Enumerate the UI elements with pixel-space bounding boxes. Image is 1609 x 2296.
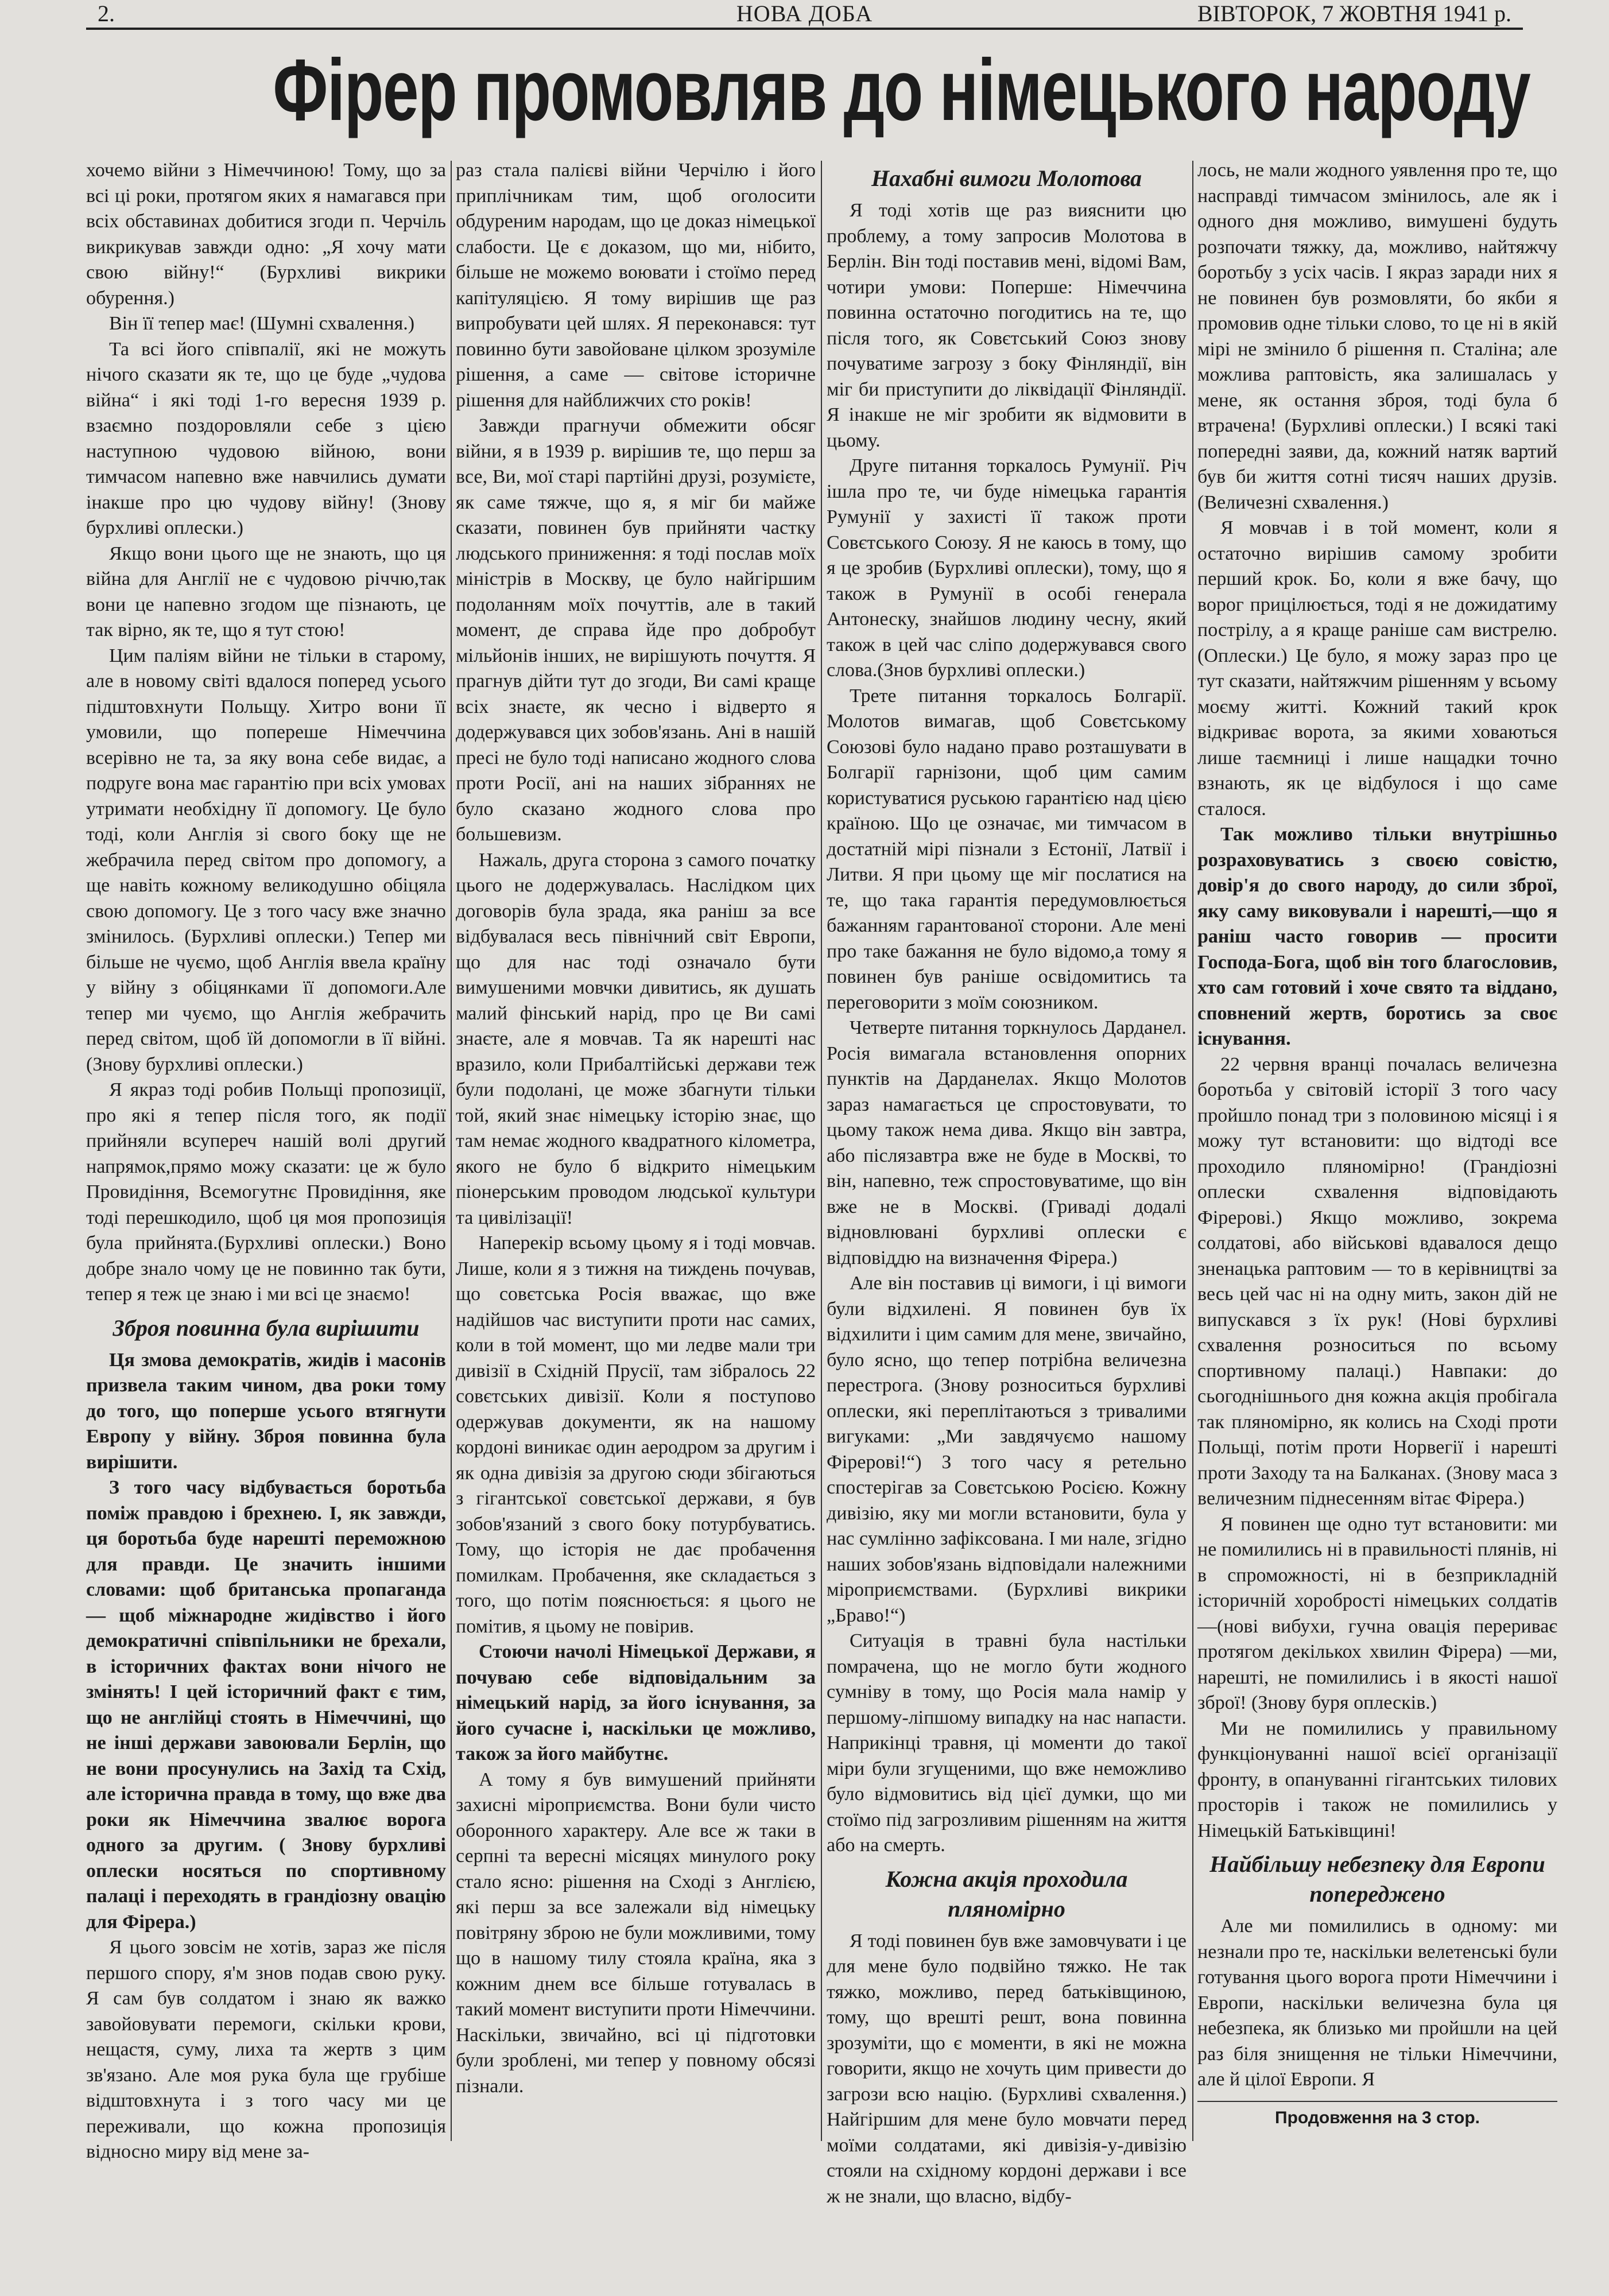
- paragraph: Але він поставив ці вимоги, і ці вимоги були відхилені. Я повинен був їх відхилити і цим самим для мене, звичайно, було ясно, що тепер потрібна величезна перестрога. (Знову розноситься бурхливі оплески, які переплітаються з тривалими вигуками: „Ми завдячуємо нашому Фірерові!“) З того часу я ретельно спостерігав за Совєтською Росією. Кожну дивізію, яку ми могли встановити, була у нас сумлінно зафіксована. І ми нале, згідно наших зобов'язань відповідали належними міроприємствами. (Бурхливі викрики „Браво!“): [827, 1273, 1187, 1626]
- paragraph: Четверте питання торкнулось Дарданел. Росія вимагала встановлення опорних пунктів на Дарданелах. Якщо Молотов зараз намагається це спростовувати, то цьому також нема дива. Якщо він завтра, або післязавтра вже не буде в Москві, то він, напевно, теж спростовуватиме, що він вже не в Москві. (Гриваді додалі відновлювані бурхливі оплески є відповіддю на визначення Фірера.): [827, 1017, 1187, 1269]
- paragraph: Я тоді повинен був вже замовчувати і це для мене було подвійно тяжко. Не так тяжко, можливо, перед батьківщиною, тому, що врешті решт, вона повинна зрозуміти, що є моменти, в які не можна говорити, якщо не хочуть цим привести до загрози всю націю. (Бурхливі схвалення.) Найгіршим для мене було мовчати перед моїми солдатами, які дивізія-у-дивізію стояли на східному кордоні держави і все ж не знали, що власно, відбу-: [827, 1930, 1187, 2207]
- paragraph: раз стала палієві війни Черчілю і його приплічникам тим, щоб оголосити обдуреним народам, що це доказ німецької слабости. Це є доказом, що ми, нібито, більше не можемо воювати і стоїмо перед капітуляцією. Я тому вирішив ще раз випробувати цей шлях. Я переконався: тут повинно бути завойоване цілком зрозуміле рішення, а саме — світове історичне рішення для найближчих сто років!: [456, 160, 816, 411]
- paragraph: А тому я був вимушений прийняти захисні міроприємства. Вони були чисто оборонного характеру. Але все ж таки в серпні та вересні місяцях минулого року стало ясно: рішення на Сході з Англією, які перш за все залежали від німецьку повітряну зброю не були можливими, тому що в нашому тилу стояла країна, яка з кожним днем все більше готувалась в такий момент виступити проти Німеччини. Наскільки, звичайно, всі ці підготовки були зроблені, ми тепер у повному обсязі пізнали.: [456, 1768, 816, 2097]
- masthead: [86, 0, 1523, 30]
- paragraph: Трете питання торкалось Болгарії. Молотов вимагав, щоб Совєтському Союзові було надано право розташувати в Болгарії гарнізони, щоб цим самим користуватися руською гарантією над цією країною. Що це означає, ми тимчасом в достатній мірі пізнали з Естонії, Латвії і Литви. Я при цьому ще міг послатися на те, що така гарантія передумовлюється бажанням гарантованої сторони. Але мені про таке бажання не було відомо,а тому я повинен був раніше освідомитись та переговорити з моїм союзником.: [827, 685, 1187, 1013]
- subheading: Зброя повинна була вирішити: [113, 1314, 420, 1341]
- paragraph: Я мовчав і в той момент, коли я остаточно вирішив самому зробити перший крок. Бо, коли я вже бачу, що ворог прицілюється, тоді я не дожидатиму пострілу, а я краще раніше сам вистрелю. (Оплески.) Це було, я можу зараз про це тут сказати, найтяжчим рішенням у всьому моєму житті. Кожний такий крок відкриває ворота, за якими ховаються лише таємниці і лише нащадки точно взнають, як це відбулося і що саме сталося.: [1197, 517, 1557, 820]
- paragraph: хочемо війни з Німеччиною! Тому, що за всі ці роки, протягом яких я намагався при всіх обставинах добитися згоди п. Черчіль викрикував завжди одно: „Я хочу мати свою війну!“ (Бурхливі викрики обурення.): [86, 160, 446, 309]
- paragraph: Друге питання торкалось Румунії. Річ ішла про те, чи буде німецька гарантія Румунії у захисті її також проти Совєтського Союзу. Я не каюсь в тому, що я це зробив (Бурхливі оплески), тому, що я також в Румунії в особі генерала Антонеску, знайшов людину чесну, який також в цей час сліпо додержувався свого слова.(Знов бурхливі оплески.): [827, 455, 1187, 681]
- page-number: 2.: [98, 1, 115, 26]
- paragraph: Завжди прагнучи обмежити обсяг війни, я в 1939 р. вирішив те, що перш за все, Ви, мої старі партійні друзі, розумієте, як саме тяжче, що я, я міг би майже сказати, повинен був прийняти частку людського приниження: я тоді послав моїх міністрів в Москву, це було найгіршим подоланням моїх почуттів, але в такий момент, де справа йде про добробут мільйонів інших, не вирішують почуття. Я прагнув дійти тут до згоди, Ви самі краще всіх знаєте, як чесно і відверто я додержувався цих зобов'язань. Ані в нашій пресі не було тоді написано жодного слова проти Росії, ані на наших зібраннях не було сказано жодного слова про большевизм.: [456, 415, 816, 845]
- paragraph: Так можливо тільки внутрішньо розраховуватись з своєю совістю, довір'я до свого народу, до сили зброї, яку саму виковували і нарешті,—що я раніш часто говорив — просити Господа-Бога, щоб він того благословив, хто сам готовий і хоче свято та віддано, сповнений жертв, боротись за своє існування.: [1197, 824, 1557, 1049]
- subheading: Найбільшу небезпеку для Европи попереджено: [1209, 1851, 1545, 1907]
- column-2: [456, 158, 816, 2138]
- column-divider: [821, 161, 822, 2141]
- paragraph: Та всі його співпалії, які не можуть нічого сказати як те, що це буде „чудова війна“ і які тоді 1-го вересня 1939 р. взаємно поздоровляли себе з цією наступною чудовою війною, вони тимчасом напевно вже навчились думати інакше про цю чудову війну! (Знову бурхливі оплески.): [86, 338, 446, 538]
- column-3: [827, 158, 1187, 2207]
- paragraph: Якщо вони цього ще не знають, що ця війна для Англії не є чудовою річчю,так вони це напевно згодом ще пізнають, це так вірно, як те, що я тут стою!: [86, 542, 446, 641]
- paragraph: З того часу відбувається боротьба поміж правдою і брехнею. І, як завжди, ця боротьба буде нарешті переможною для правди. Це значить іншими словами: щоб британська пропаганда — щоб міжнародне жидівство і його демократичні співпільники не брехали, в історичних фактах вони нічого не змінять! І цей історичний факт є тим, що не англійці стоять в Німеччині, що не інші держави завоювали Берлін, що не вони просунулись на Захід та Схід, але історична правда в тому, що вже два роки як Німеччина звалює ворога одного за другим. ( Знову бурхливі оплески носяться по спортивному палаці і переходять в грандіозну овацію для Фірера.): [86, 1477, 446, 1933]
- column-4: [1197, 158, 1557, 2127]
- continuation-note: Продовження на 3 стор.: [1197, 2101, 1557, 2131]
- paragraph: Я цього зовсім не хотів, зараз же після першого спору, я'м знов подав свою руку. Я сам був солдатом і знаю як важко завойовувати перемоги, скільки крови, нещастя, суму, лиха та жертв з цим зв'язано. Але моя рука була ще грубіше відштовхнута і з того часу ми це переживали, що кожна пропозиція відносно миру від мене за-: [86, 1937, 446, 2162]
- paragraph: Він її тепер має! (Шумні схвалення.): [109, 313, 415, 334]
- paper-name: НОВА ДОБА: [736, 1, 873, 26]
- issue-date: ВІВТОРОК, 7 ЖОВТНЯ 1941 р.: [1197, 1, 1511, 26]
- paragraph: Цим паліям війни не тільки в старому, але в новому світі вдалося поперед усього підштовхнути Польщу. Хитро вони її умовили, що попереше Німеччина всерівно не та, за яку вона себе видає, а подруге вона має гарантію при всіх умовах утримати необхідну її допомогу. Це було тоді, коли Англія зі свого боку ще не жебрачила перед світом про допомогу, а ще навіть кожному великодушно обіцяла свою допомогу. Це з того часу вже значно змінилось. (Бурхливі оплески.) Тепер ми більше не чуємо, щоб Англія ввела країну у війну з обіцянками її допомоги.Але тепер ми чуємо, що Англія жебрачить перед світом, щоб їй допомогли в її війні. (Знову бурхливі оплески.): [86, 645, 446, 1075]
- paragraph: Ця змова демократів, жидів і масонів призвела таким чином, два роки тому до того, що поперше усього втягнути Европу у війну. Зброя повинна була вирішити.: [86, 1349, 446, 1473]
- paragraph: Ми не помилились у правильному функціонуванні нашої всієї організації фронту, в опануванні гігантських тилових просторів і також не помилились у Німецькій Батьківщині!: [1197, 1717, 1557, 1841]
- column-1: [86, 158, 446, 2162]
- paragraph: Наперекір всьому цьому я і тоді мовчав. Лише, коли я з тижня на тиждень почував, що совєтська Росія вважає, що вже надійшов час виступити проти нас самих, коли в той момент, що ми ледве мали три дивізії в Східній Прусії, там зібралось 22 совєтських дивізії. Коли я поступово одержував документи, як на нашому кордоні виникає один аеродром за другим і як одна дивізія за другою сюди збігаються з гігантської совєтської держави, я був зобов'язаний з свого боку потурбуватись. Тому, що історія не дає пробачення помилкам. Пробачення, яке складається з того, що потім пояснюється: я цього не помітив, я цьому не повірив.: [456, 1232, 816, 1637]
- paragraph: Я якраз тоді робив Польщі пропозиції, про які я тепер після того, як події прийняли всупереч нашій волі другий напрямок,прямо можу сказати: це ж було Провидіння, Всемогутнє Провидіння, яке тоді перешкодило, щоб ця моя пропозиція була прийнята.(Бурхливі оплески.) Воно добре знало чому це не повинно так бути, тепер я теж це знаю і ми всі це знаємо!: [86, 1079, 446, 1305]
- paragraph: Нажаль, друга сторона з самого початку цього не додержувалась. Наслідком цих договорів була зрада, яка раніш за все відбувалася весь північний світ Европи, що для нас тоді означало бути вимушеними мовчки дивитись, як душать малий фінський нарід, про це Ви самі знаєте, але я мовчав. Та як нарешті нас вразило, коли Прибалтійські держави теж були подолані, це може збагнути тільки той, який знає німецьку історію знає, що там немає жодного квадратного кілометра, якого не було б відкрито німецьким піонерським проводом людської культури та цивілізації!: [456, 849, 816, 1228]
- paragraph: Стоючи начолі Німецької Держави, я почуваю себе відповідальним за німецький нарід, за його існування, за його сучасне і, наскільки це можливо, також за його майбутнє.: [456, 1641, 816, 1764]
- column-divider: [451, 161, 452, 2141]
- paragraph: Я тоді хотів ще раз вияснити цю проблему, а тому запросив Молотова в Берлін. Він тоді поставив мені, відомі Вам, чотири умови: Поперше: Німеччина повинна остаточно погодитись на те, що після того, як Совєтський Союз знову почуватиме загрозу з боку Фінляндії, він міг би приступити до ліквідації Фінляндії. Я інакше не міг зробити як відмовити в цьому.: [827, 200, 1187, 451]
- paragraph: лось, не мали жодного уявлення про те, що насправді тимчасом змінилось, але як і одного дня можливо, вимушені будуть розпочати тяжку, да, можливо, найтяжчу боротьбу з усіх часів. І якраз заради них я не повинен був розмовляти, бо якби я промовив одне тільки слово, то це ні в якій мірі не змінило б рішення п. Сталіна; але можлива раптовість, яка залишалась у мене, як остання зброя, тоді була б втрачена! (Бурхливі оплески.) І всякі такі попередні заяви, да, кожний натяк вартий був би життя сотні тисяч наших друзів. (Величезні схвалення.): [1197, 160, 1557, 513]
- column-divider: [1192, 161, 1193, 2141]
- subheading: Кожна акція проходила пляномірно: [885, 1865, 1128, 1922]
- paragraph: Я повинен ще одно тут встановити: ми не помилились ні в правильності плянів, ні в спроможності, ні в безприкладній історичній хоробрості німецьких солдатів —(нові вибухи, гучна овація перериває протягом декількох хвилин Фірера) —ми, нарешті, не помилились і в якості нашої зброї! (Знову буря оплесків.): [1197, 1513, 1557, 1713]
- subheading: Нахабні вимоги Молотова: [871, 165, 1142, 191]
- paragraph: Але ми помилились в одному: ми незнали про те, наскільки велетенські були готування цього ворога проти Німеччини і Европи, наскільки величезна була ця небезпека, як близько ми пройшли на цей раз біля знищення не тільки Німеччини, але й цілої Европи. Я: [1197, 1915, 1557, 2090]
- page-headline: Фірер промовляв до німецького народу: [273, 41, 1530, 139]
- paragraph: 22 червня вранці почалась величезна боротьба у світовій історії З того часу пройшло понад три з половиною місяці і я можу тут встановити: що відтоді все проходило пляномірно! (Грандіозні оплески схвалення відповідають Фірерові.) Якщо можливо, зокрема солдатові, або військові вдавалося дещо зненацька раптовим — то в керівництві за весь цей час ні на одну мить, закон дій не випускався з їх рук! (Нові бурхливі схвалення розноситься по всьому спортивному палаці.) Навпаки: до сьогоднішнього дня кожна акція пробігала так пляномірно, як колись на Сході проти Польщі, потім проти Норвегії і нарешті проти Заходу та на Балканах. (Знову маса з величезним піднесенням вітає Фірера.): [1197, 1053, 1557, 1509]
- paragraph: Ситуація в травні була настільки помрачена, що не могло бути жодного сумніву в тому, що Росія мала намір у першому-ліпшому випадку на нас напасти. Наприкінці травня, ці моменти до такої міри були згущеними, що вже неможливо було відмовитись від цієї думки, що ми стоїмо під загрозливим рішенням на життя або на смерть.: [827, 1630, 1187, 1856]
